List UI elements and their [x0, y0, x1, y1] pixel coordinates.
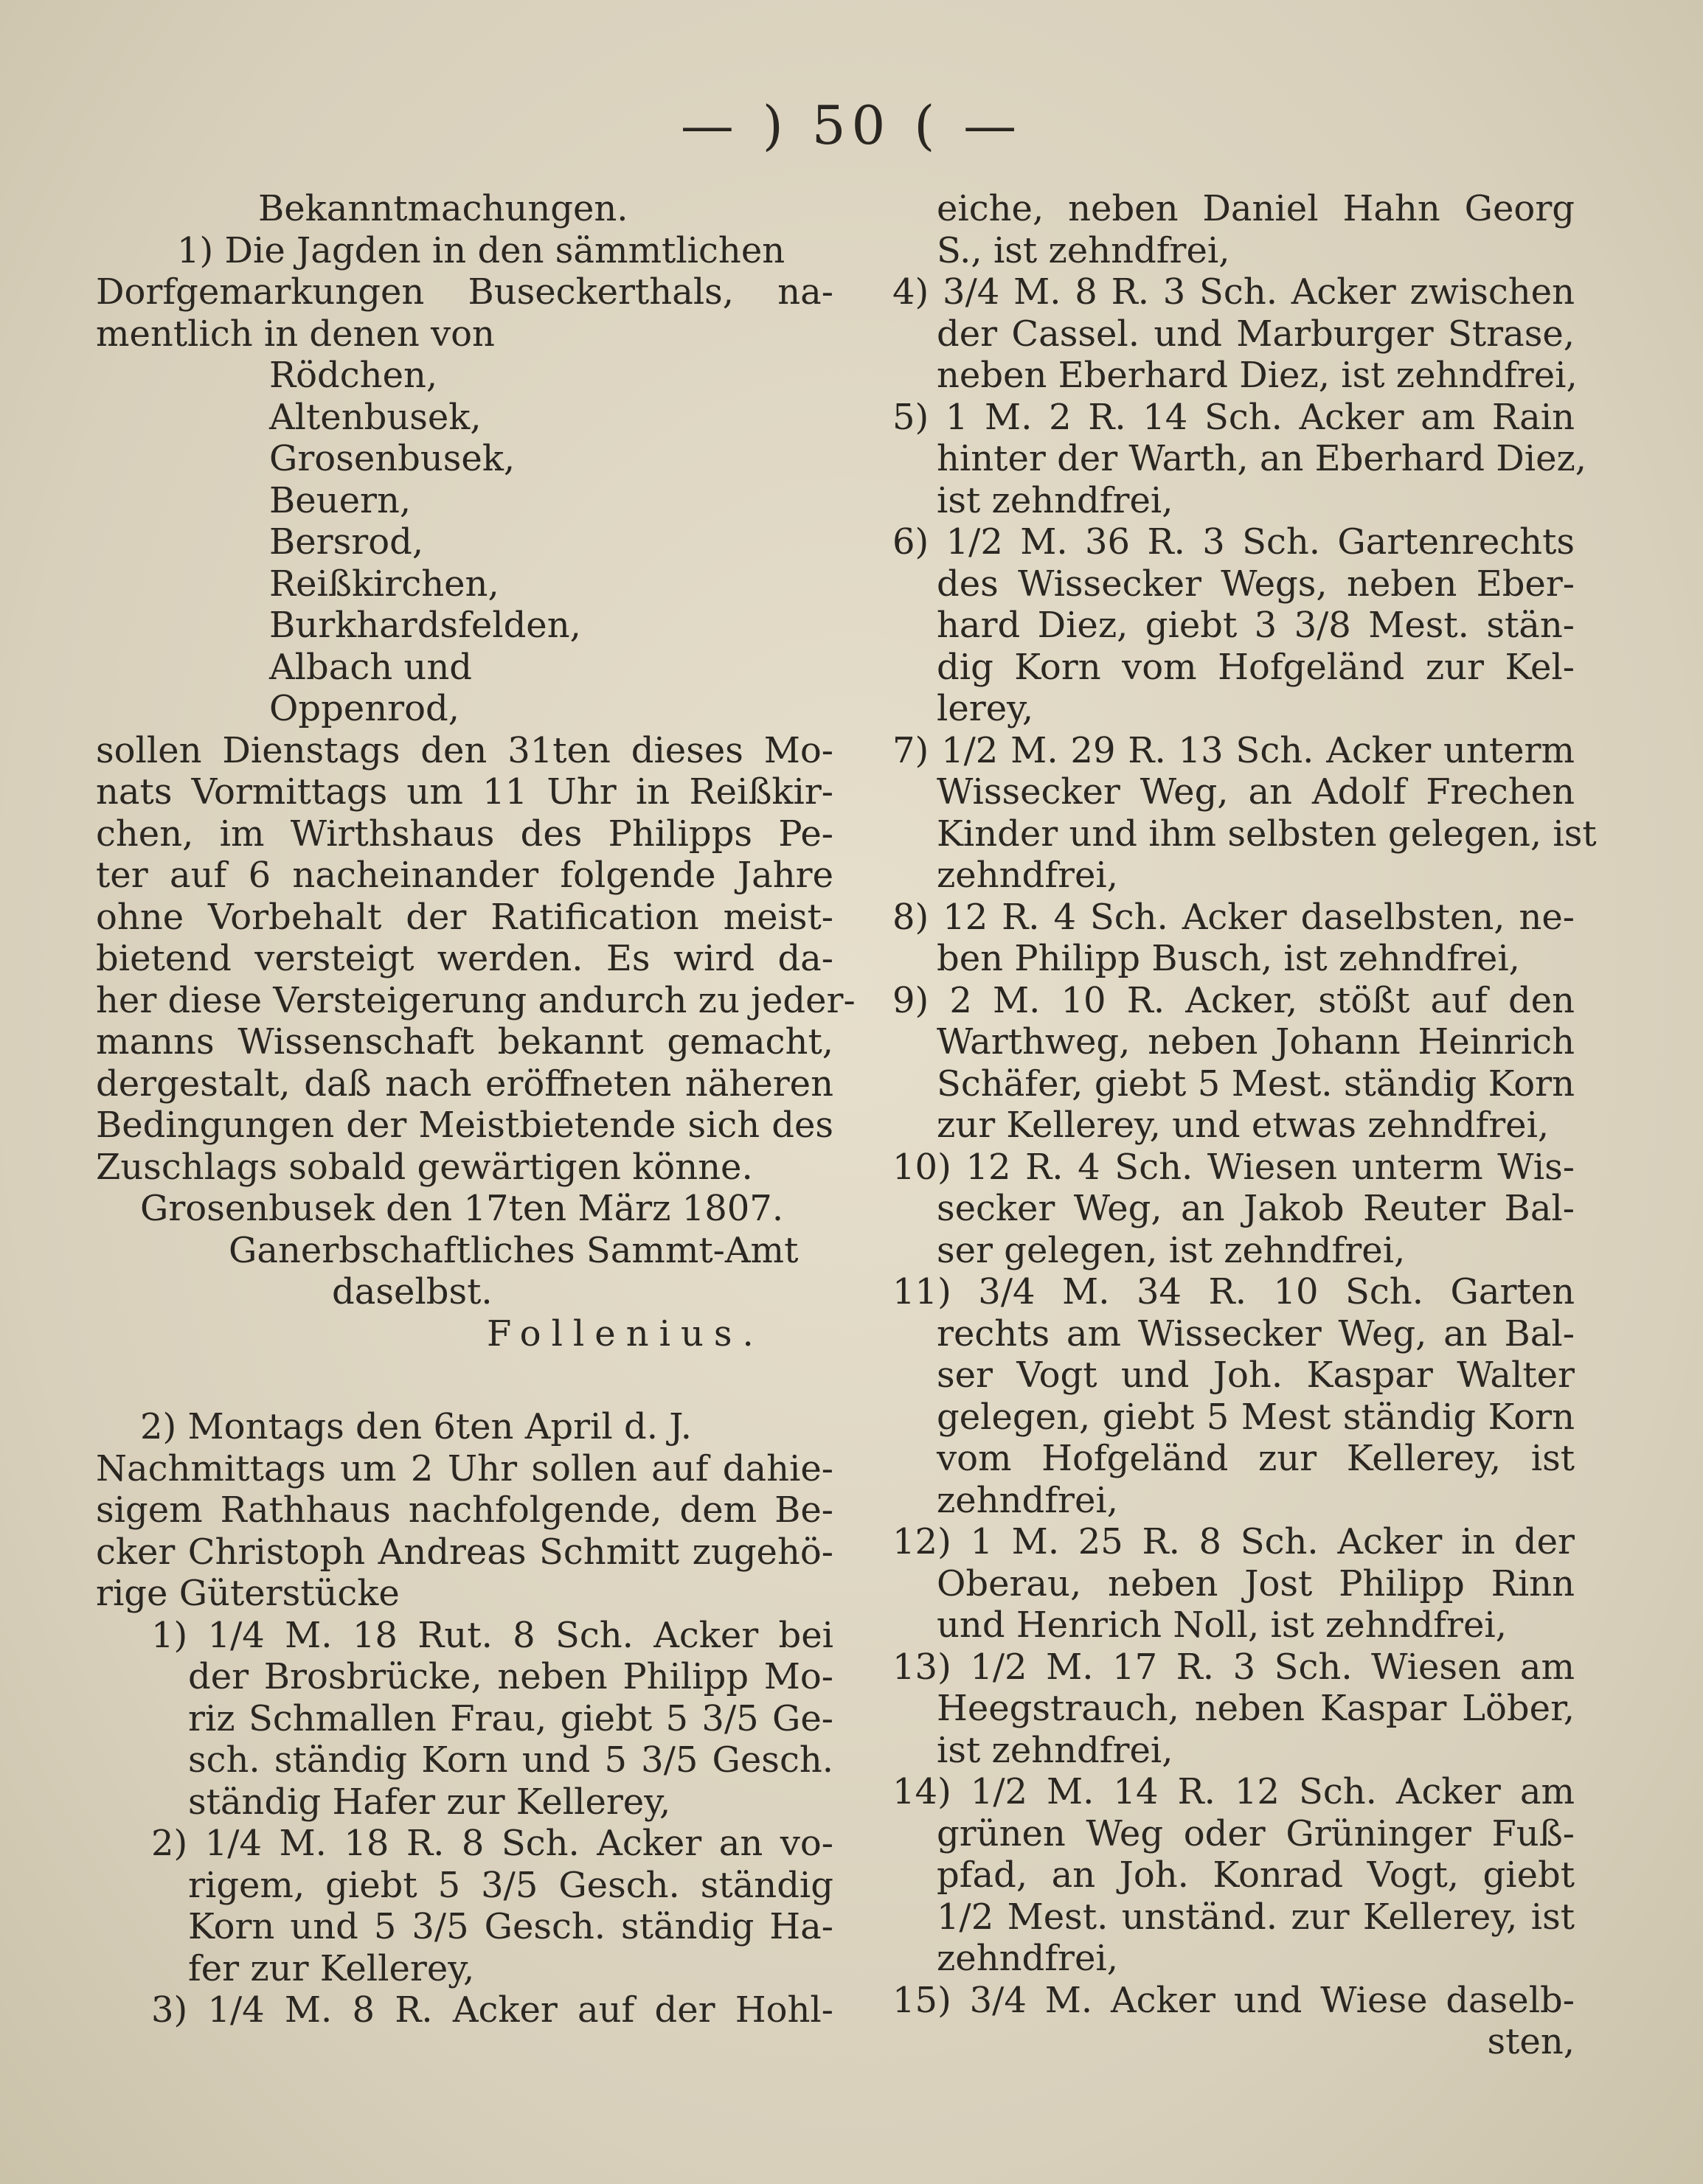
notice2-line: Nachmittags um 2 Uhr sollen auf dahie- [96, 1447, 833, 1489]
list-item-cont: des Wissecker Wegs, neben Eber- [937, 563, 1575, 605]
notice2-line: rige Güterstücke [96, 1573, 400, 1614]
list-item-cont: rigem, giebt 5 3/5 Gesch. ständig [188, 1864, 833, 1906]
list-item: 11) 3/4 M. 34 R. 10 Sch. Garten [892, 1271, 1575, 1312]
list-item: 8) 12 R. 4 Sch. Acker daselbsten, ne- [892, 896, 1575, 938]
list-item-cont: ist zehndfrei, [937, 479, 1173, 521]
list-item: 10) 12 R. 4 Sch. Wiesen unterm Wis- [892, 1146, 1575, 1188]
notice1-body-line: ohne Vorbehalt der Ratification meist- [96, 896, 833, 938]
village-name: Rödchen, [269, 355, 438, 396]
list-item-cont: sch. ständig Korn und 5 3/5 Gesch. [188, 1739, 833, 1781]
notice2-line: sigem Rathhaus nachfolgende, dem Be- [96, 1489, 833, 1531]
list-item-cont: der Brosbrücke, neben Philipp Mo- [188, 1656, 833, 1697]
office-line: daselbst. [332, 1271, 493, 1312]
notice1-body-line: her diese Versteigerung andurch zu jeder- [96, 979, 856, 1021]
list-item-cont: hinter der Warth, an Eberhard Diez, [937, 438, 1587, 479]
list-item-cont: rechts am Wissecker Weg, an Bal- [937, 1312, 1575, 1354]
village-name: Bersrod, [269, 521, 424, 563]
notice1-body-line: chen, im Wirthshaus des Philipps Pe- [96, 813, 833, 855]
notice1-body-line: sollen Dienstags den 31ten dieses Mo- [96, 729, 833, 771]
notice1-body-line: ter auf 6 nacheinander folgende Jahre [96, 855, 833, 896]
list-item-cont: eiche, neben Daniel Hahn Georg [937, 188, 1575, 229]
list-item-cont: hard Diez, giebt 3 3/8 Mest. stän- [937, 605, 1575, 646]
village-name: Burkhardsfelden, [269, 605, 581, 646]
list-item-cont: zehndfrei, [937, 855, 1118, 896]
list-item-cont: ben Philipp Busch, ist zehndfrei, [937, 938, 1520, 979]
list-item-cont: pfad, an Joh. Konrad Vogt, giebt [937, 1854, 1575, 1896]
signature: Follenius. [487, 1312, 764, 1354]
village-name: Grosenbusek, [269, 438, 516, 479]
notice1-body-line: manns Wissenschaft bekannt gemacht, [96, 1021, 833, 1063]
list-item-cont: Wissecker Weg, an Adolf Frechen [937, 771, 1575, 813]
notice1-body-line: nats Vormittags um 11 Uhr in Reißkir- [96, 771, 833, 813]
list-item-cont: der Cassel. und Marburger Strase, [937, 313, 1575, 355]
notice1-line: Dorfgemarkungen Buseckerthals, na- [96, 271, 833, 313]
list-item: 7) 1/2 M. 29 R. 13 Sch. Acker unterm [892, 729, 1575, 771]
list-item-cont: Korn und 5 3/5 Gesch. ständig Ha- [188, 1906, 833, 1947]
list-item-cont: Kinder und ihm selbsten gelegen, ist [937, 813, 1597, 855]
list-item: 9) 2 M. 10 R. Acker, stößt auf den [892, 979, 1575, 1021]
village-name: Reißkirchen, [269, 563, 499, 605]
list-item: 1) 1/4 M. 18 Rut. 8 Sch. Acker bei [151, 1614, 833, 1656]
list-item-cont: zehndfrei, [937, 1938, 1118, 1979]
office-line: Ganerbschaftliches Sammt-Amt [229, 1229, 799, 1271]
list-item-cont: Heegstrauch, neben Kaspar Löber, [937, 1688, 1575, 1729]
list-item-cont: und Henrich Noll, ist zehndfrei, [937, 1604, 1507, 1646]
list-item-cont: secker Weg, an Jakob Reuter Bal- [937, 1188, 1575, 1229]
list-item-cont: 1/2 Mest. unständ. zur Kellerey, ist [937, 1896, 1575, 1938]
list-item-cont: riz Schmallen Frau, giebt 5 3/5 Ge- [188, 1697, 833, 1739]
list-item-cont: vom Hofgeländ zur Kellerey, ist [937, 1438, 1575, 1479]
notice1-line: mentlich in denen von [96, 313, 495, 355]
list-item-cont: ser gelegen, ist zehndfrei, [937, 1229, 1406, 1271]
list-item: 3) 1/4 M. 8 R. Acker auf der Hohl- [151, 1989, 833, 2031]
section-heading: Bekanntmachungen. [258, 188, 628, 229]
list-item-cont: S., ist zehndfrei, [937, 229, 1230, 271]
list-item-cont: lerey, [937, 688, 1034, 729]
list-item: 5) 1 M. 2 R. 14 Sch. Acker am Rain [892, 396, 1575, 438]
notice2-line: 2) Montags den 6ten April d. J. [140, 1406, 693, 1447]
list-item-cont: neben Eberhard Diez, ist zehndfrei, [937, 355, 1578, 396]
notice1-line: 1) Die Jagden in den sämmtlichen [177, 229, 785, 271]
list-item-cont: ist zehndfrei, [937, 1729, 1173, 1771]
notice1-body-line: Bedingungen der Meistbietende sich des [96, 1105, 833, 1146]
list-item: 2) 1/4 M. 18 R. 8 Sch. Acker an vo- [151, 1823, 833, 1864]
list-item-cont: gelegen, giebt 5 Mest ständig Korn [937, 1396, 1575, 1438]
list-item-cont: Oberau, neben Jost Philipp Rinn [937, 1562, 1575, 1604]
village-name: Altenbusek, [269, 396, 482, 438]
list-item-cont: zehndfrei, [937, 1479, 1118, 1521]
right-column [892, 188, 1597, 2063]
list-item: 15) 3/4 M. Acker und Wiese daselb- [892, 1979, 1575, 2021]
left-column [96, 188, 856, 2031]
list-item: 13) 1/2 M. 17 R. 3 Sch. Wiesen am [892, 1646, 1575, 1688]
list-item-cont: grünen Weg oder Grüninger Fuß- [937, 1812, 1575, 1854]
list-item: 12) 1 M. 25 R. 8 Sch. Acker in der [892, 1521, 1575, 1562]
notice1-body-line: bietend versteigt werden. Es wird da- [96, 938, 833, 979]
spacer [96, 1354, 833, 1406]
village-name: Oppenrod, [269, 688, 459, 729]
notice1-body-line: Zuschlags sobald gewärtigen könne. [96, 1146, 753, 1188]
list-item-cont: zur Kellerey, und etwas zehndfrei, [937, 1105, 1550, 1146]
list-item-cont: ständig Hafer zur Kellerey, [188, 1781, 671, 1823]
list-item-cont: Schäfer, giebt 5 Mest. ständig Korn [937, 1063, 1575, 1105]
list-item-cont: ser Vogt und Joh. Kaspar Walter [937, 1354, 1575, 1396]
list-item-cont: fer zur Kellerey, [188, 1947, 475, 1989]
place-date: Grosenbusek den 17ten März 1807. [140, 1188, 784, 1229]
notice1-body-line: dergestalt, daß nach eröffneten näheren [96, 1063, 833, 1105]
list-item: 4) 3/4 M. 8 R. 3 Sch. Acker zwischen [892, 271, 1575, 313]
list-item-cont: Warthweg, neben Johann Heinrich [937, 1021, 1575, 1063]
village-name: Beuern, [269, 479, 412, 521]
list-item: 14) 1/2 M. 14 R. 12 Sch. Acker am [892, 1771, 1575, 1812]
list-item: 6) 1/2 M. 36 R. 3 Sch. Gartenrechts [892, 521, 1575, 563]
list-item-cont: dig Korn vom Hofgeländ zur Kel- [937, 646, 1575, 688]
catchword: sten, [1487, 2021, 1575, 2062]
village-name: Albach und [269, 646, 472, 688]
notice2-line: cker Christoph Andreas Schmitt zugehö- [96, 1531, 833, 1573]
page-header: — ) 50 ( — [680, 94, 1023, 156]
